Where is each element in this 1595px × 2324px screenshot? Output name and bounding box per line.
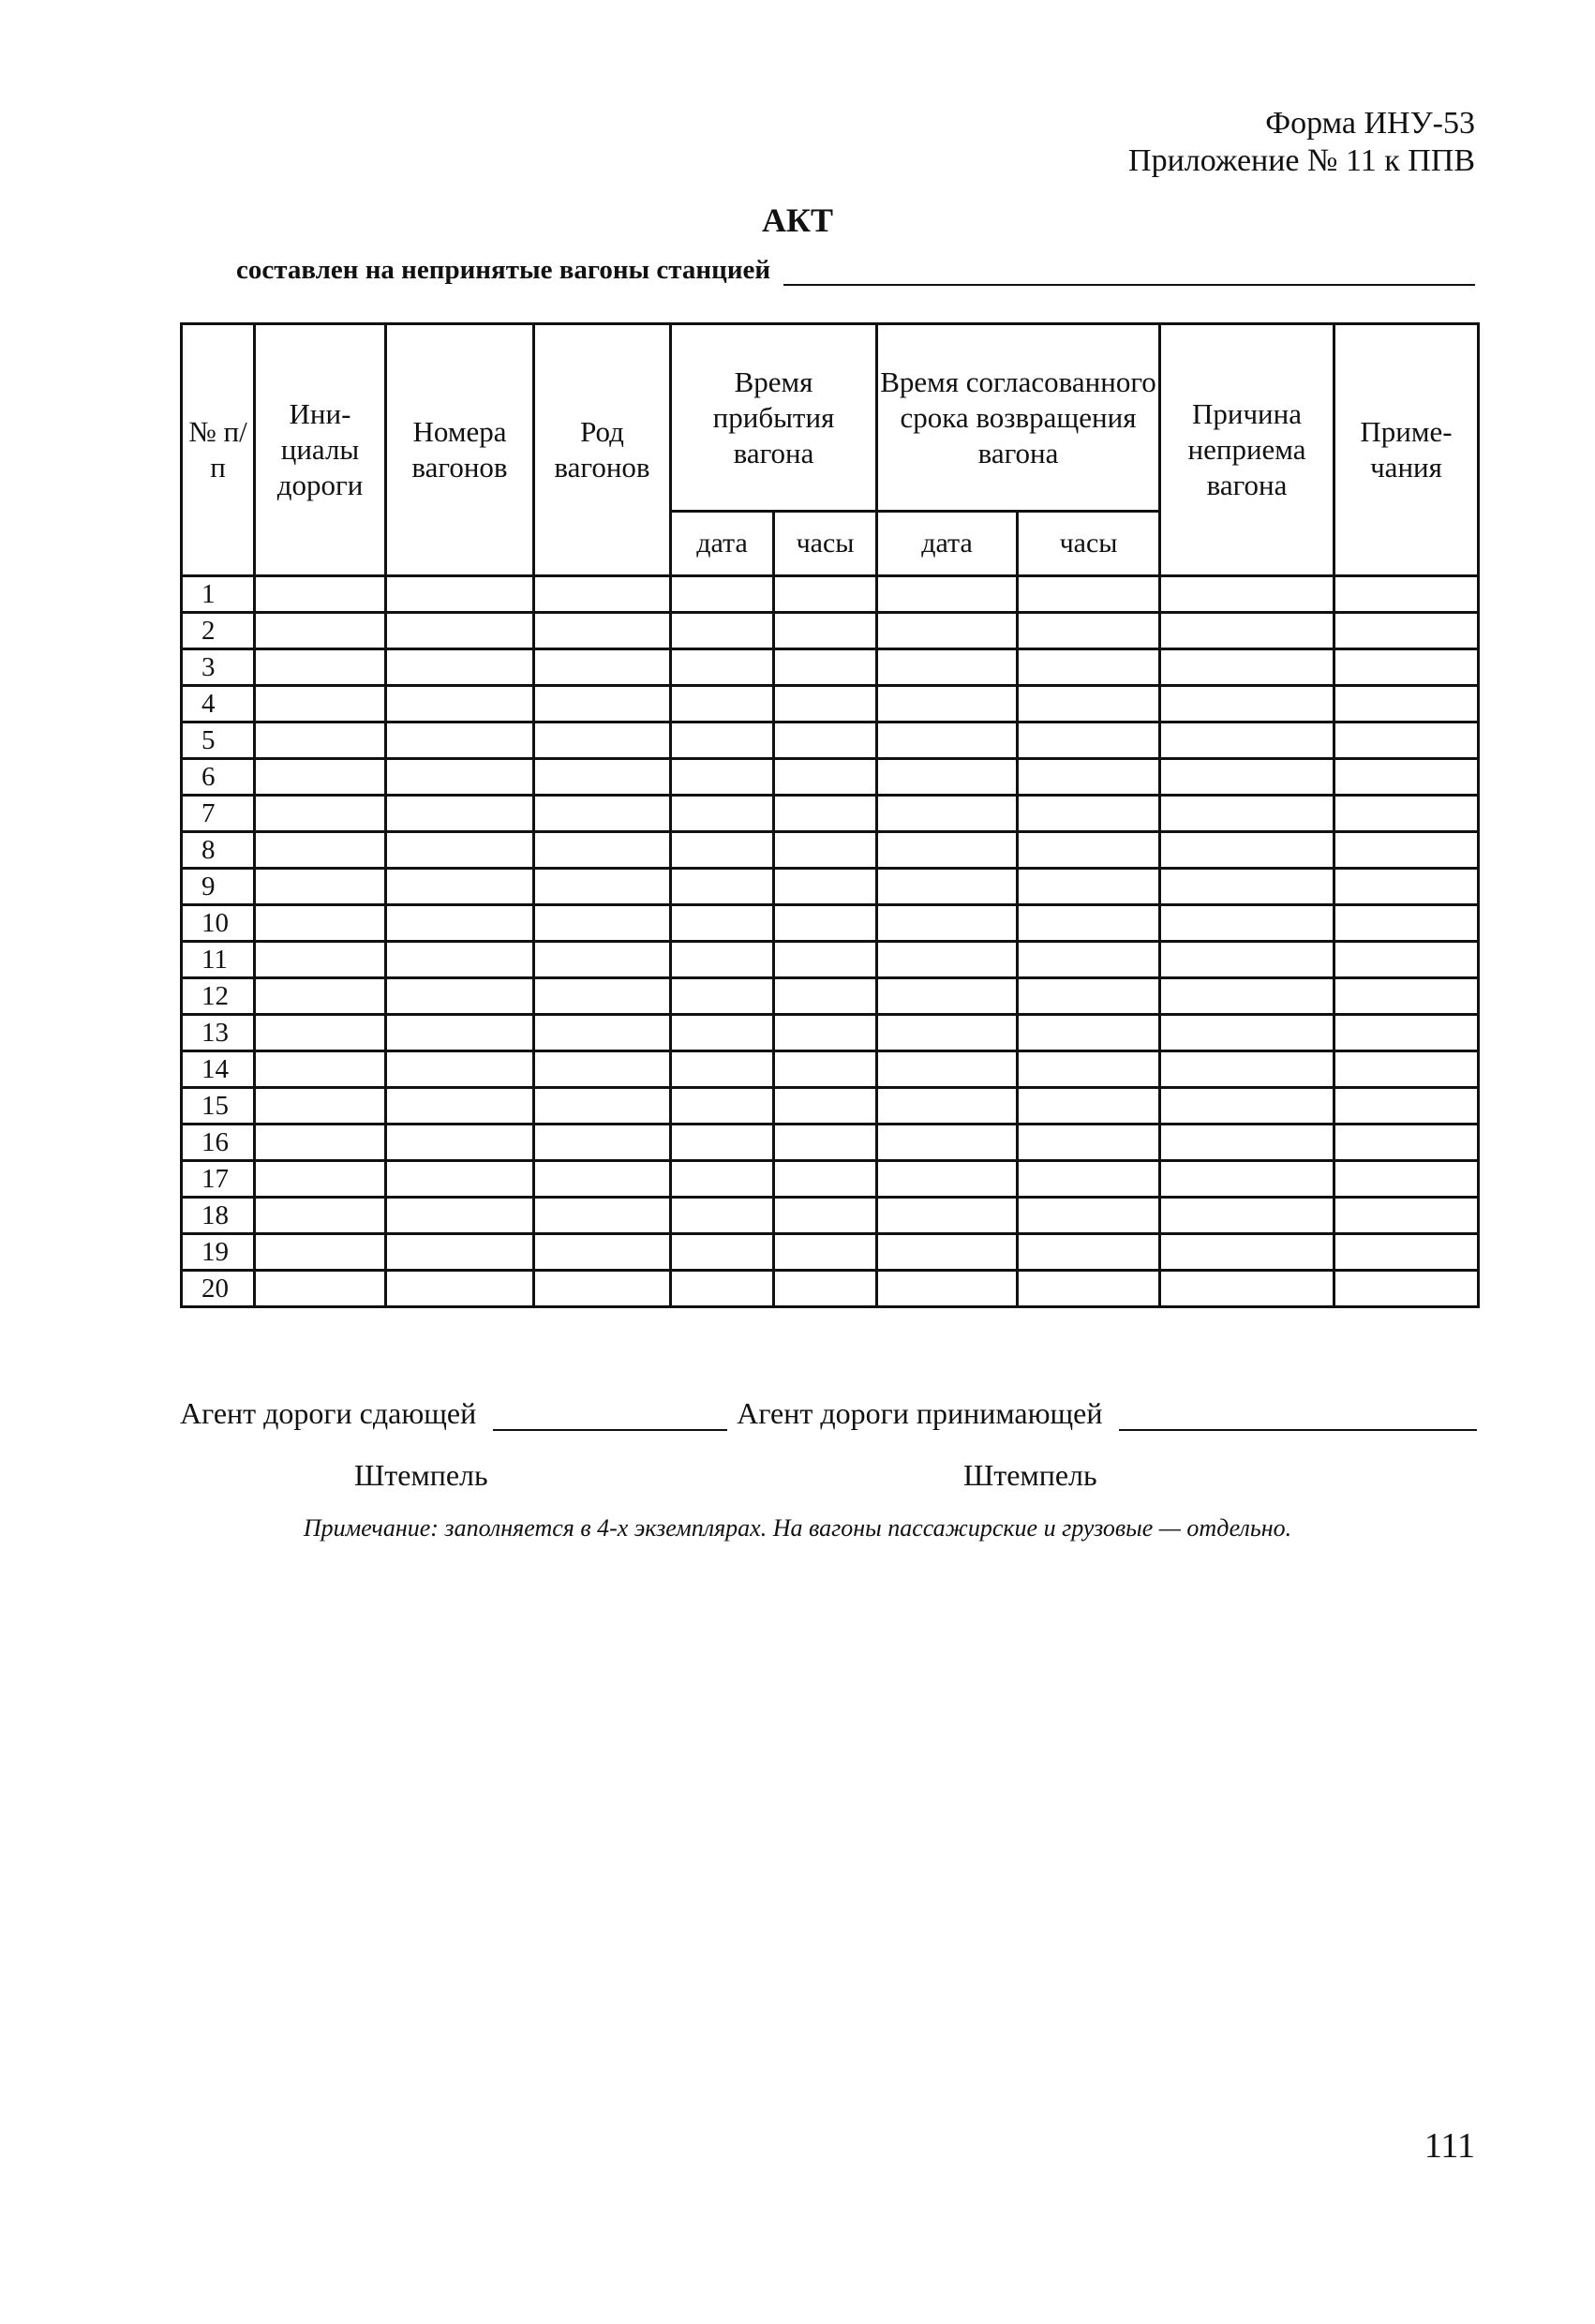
table-cell xyxy=(1160,686,1334,723)
table-cell xyxy=(1334,723,1479,759)
table-cell xyxy=(386,942,534,978)
table-cell xyxy=(1334,1198,1479,1234)
stamp-right: Штемпель xyxy=(963,1458,1097,1492)
table-cell xyxy=(255,576,386,613)
table-cell xyxy=(671,1198,774,1234)
header-arrival-date: дата xyxy=(671,512,774,576)
table-cell xyxy=(255,1198,386,1234)
table-cell xyxy=(774,723,877,759)
table-cell xyxy=(1160,905,1334,942)
table-cell xyxy=(671,1234,774,1271)
table-cell xyxy=(1018,942,1160,978)
row-number: 1 xyxy=(182,576,255,613)
row-number: 9 xyxy=(182,869,255,905)
table-cell xyxy=(1018,1015,1160,1051)
table-cell xyxy=(877,686,1018,723)
table-cell xyxy=(671,978,774,1015)
table-cell xyxy=(386,1088,534,1125)
table-cell xyxy=(774,1198,877,1234)
table-cell xyxy=(1018,759,1160,796)
table-cell xyxy=(671,759,774,796)
table-cell xyxy=(671,1271,774,1307)
table-row xyxy=(182,1198,1479,1234)
header-reason: Причина неприема вагона xyxy=(1160,324,1334,576)
row-number: 3 xyxy=(182,649,255,686)
table-cell xyxy=(671,942,774,978)
header-initials: Ини-циалы дороги xyxy=(255,324,386,576)
table-cell xyxy=(534,1051,671,1088)
table-cell xyxy=(1334,1125,1479,1161)
row-number: 19 xyxy=(182,1234,255,1271)
table-cell xyxy=(1160,1051,1334,1088)
table-cell xyxy=(1160,869,1334,905)
table-cell xyxy=(534,723,671,759)
table-cell xyxy=(1018,686,1160,723)
table-cell xyxy=(877,1088,1018,1125)
table-cell xyxy=(255,1234,386,1271)
table-cell xyxy=(1334,796,1479,832)
table-row xyxy=(182,1015,1479,1051)
row-number: 17 xyxy=(182,1161,255,1198)
table-cell xyxy=(774,649,877,686)
row-number: 7 xyxy=(182,796,255,832)
table-cell xyxy=(1018,723,1160,759)
subtitle-row xyxy=(236,255,1475,286)
table-cell xyxy=(1018,796,1160,832)
table-cell xyxy=(386,759,534,796)
table-cell xyxy=(255,905,386,942)
table-cell xyxy=(386,1198,534,1234)
table-cell xyxy=(255,978,386,1015)
agent-receiving-label: Агент дороги принимающей xyxy=(737,1396,1103,1430)
row-number: 16 xyxy=(182,1125,255,1161)
row-number: 8 xyxy=(182,832,255,869)
table-cell xyxy=(774,978,877,1015)
table-cell xyxy=(255,832,386,869)
table-cell xyxy=(1334,759,1479,796)
table-cell xyxy=(671,1088,774,1125)
table-cell xyxy=(1160,576,1334,613)
row-number: 4 xyxy=(182,686,255,723)
table-cell xyxy=(1334,613,1479,649)
table-cell xyxy=(1334,832,1479,869)
table-cell xyxy=(534,686,671,723)
table-cell xyxy=(1018,649,1160,686)
table-cell xyxy=(386,723,534,759)
table-cell xyxy=(1160,1088,1334,1125)
agent-receiving-line xyxy=(1119,1401,1477,1431)
table-cell xyxy=(671,649,774,686)
table-cell xyxy=(1334,978,1479,1015)
table-cell xyxy=(877,1271,1018,1307)
table-cell xyxy=(1160,723,1334,759)
table-cell xyxy=(774,905,877,942)
table-cell xyxy=(534,576,671,613)
table-cell xyxy=(534,1125,671,1161)
table-cell xyxy=(877,1161,1018,1198)
table-cell xyxy=(386,686,534,723)
table-cell xyxy=(774,1051,877,1088)
table-cell xyxy=(1018,1234,1160,1271)
table-cell xyxy=(1334,1161,1479,1198)
table-row xyxy=(182,576,1479,613)
table-cell xyxy=(534,796,671,832)
table-row xyxy=(182,832,1479,869)
table-cell xyxy=(877,1125,1018,1161)
table-cell xyxy=(671,723,774,759)
appendix-label: Приложение № 11 к ППВ xyxy=(1128,143,1475,178)
row-number: 18 xyxy=(182,1198,255,1234)
table-cell xyxy=(774,832,877,869)
table-cell xyxy=(671,905,774,942)
table-cell xyxy=(1160,1015,1334,1051)
table-cell xyxy=(534,1198,671,1234)
header-num: № п/п xyxy=(182,324,255,576)
table-cell xyxy=(255,723,386,759)
table-cell xyxy=(386,1161,534,1198)
table-row xyxy=(182,613,1479,649)
header-notes: Приме-чания xyxy=(1334,324,1479,576)
header-car-type: Род вагонов xyxy=(534,324,671,576)
table-cell xyxy=(1160,1234,1334,1271)
table-row xyxy=(182,1051,1479,1088)
table-cell xyxy=(255,759,386,796)
table-cell xyxy=(1334,1051,1479,1088)
table-cell xyxy=(386,613,534,649)
table-row xyxy=(182,649,1479,686)
table-cell xyxy=(386,1234,534,1271)
table-cell xyxy=(877,796,1018,832)
table-cell xyxy=(1018,1271,1160,1307)
table-cell xyxy=(255,1271,386,1307)
table-cell xyxy=(1334,649,1479,686)
table-cell xyxy=(386,1015,534,1051)
agent-giving-label: Агент дороги сдающей xyxy=(180,1396,477,1430)
table-row xyxy=(182,686,1479,723)
table-cell xyxy=(1334,869,1479,905)
table-cell xyxy=(877,869,1018,905)
table-cell xyxy=(1334,905,1479,942)
table-cell xyxy=(534,759,671,796)
station-fill-line xyxy=(783,256,1475,286)
stamp-left: Штемпель xyxy=(354,1458,488,1492)
table-body xyxy=(182,576,1479,1307)
table-row xyxy=(182,905,1479,942)
table-cell xyxy=(671,1125,774,1161)
table-cell xyxy=(774,1015,877,1051)
agents-row xyxy=(180,1396,1477,1431)
table-row xyxy=(182,942,1479,978)
table-cell xyxy=(877,1015,1018,1051)
table-cell xyxy=(255,686,386,723)
table-cell xyxy=(1018,1161,1160,1198)
table-cell xyxy=(671,869,774,905)
table-cell xyxy=(671,686,774,723)
table-cell xyxy=(671,832,774,869)
table-cell xyxy=(534,1161,671,1198)
table-cell xyxy=(1018,1088,1160,1125)
table-cell xyxy=(774,576,877,613)
row-number: 15 xyxy=(182,1088,255,1125)
table-cell xyxy=(386,576,534,613)
table-cell xyxy=(386,1051,534,1088)
table-cell xyxy=(774,1125,877,1161)
table-cell xyxy=(1018,1125,1160,1161)
row-number: 5 xyxy=(182,723,255,759)
table-row xyxy=(182,1161,1479,1198)
table-cell xyxy=(255,1051,386,1088)
row-number: 6 xyxy=(182,759,255,796)
table-cell xyxy=(1160,796,1334,832)
table-cell xyxy=(255,796,386,832)
table-cell xyxy=(255,649,386,686)
table-cell xyxy=(774,759,877,796)
table-cell xyxy=(1334,1271,1479,1307)
agent-giving-line xyxy=(493,1401,727,1431)
table-cell xyxy=(1160,1271,1334,1307)
header-return-date: дата xyxy=(877,512,1018,576)
table-cell xyxy=(1018,1198,1160,1234)
header-row-top xyxy=(182,324,1479,512)
row-number: 20 xyxy=(182,1271,255,1307)
table-cell xyxy=(1160,942,1334,978)
subtitle: составлен на непринятые вагоны станцией xyxy=(236,255,771,285)
table-cell xyxy=(386,1271,534,1307)
form-code: Форма ИНУ-53 xyxy=(1265,106,1475,141)
table-row xyxy=(182,1088,1479,1125)
table-cell xyxy=(386,905,534,942)
row-number: 12 xyxy=(182,978,255,1015)
table-cell xyxy=(671,796,774,832)
table-cell xyxy=(534,905,671,942)
table-cell xyxy=(534,613,671,649)
document-title: АКТ xyxy=(761,201,834,239)
table-cell xyxy=(255,869,386,905)
table-cell xyxy=(671,613,774,649)
table-cell xyxy=(671,1161,774,1198)
table-cell xyxy=(877,942,1018,978)
table-cell xyxy=(774,1271,877,1307)
table-cell xyxy=(255,1015,386,1051)
table-cell xyxy=(1160,1198,1334,1234)
header-return-hours: часы xyxy=(1018,512,1160,576)
table-cell xyxy=(877,978,1018,1015)
table-cell xyxy=(534,978,671,1015)
table-cell xyxy=(1160,1125,1334,1161)
table-cell xyxy=(671,1015,774,1051)
table-cell xyxy=(877,1051,1018,1088)
header-car-numbers: Номера вагонов xyxy=(386,324,534,576)
table-cell xyxy=(534,1234,671,1271)
table-cell xyxy=(386,869,534,905)
table-cell xyxy=(1334,1015,1479,1051)
table-row xyxy=(182,723,1479,759)
table-cell xyxy=(534,1088,671,1125)
table-row xyxy=(182,1234,1479,1271)
table-cell xyxy=(255,1161,386,1198)
table-cell xyxy=(255,613,386,649)
table-cell xyxy=(671,1051,774,1088)
table-row xyxy=(182,1271,1479,1307)
table-cell xyxy=(386,1125,534,1161)
table-cell xyxy=(1018,613,1160,649)
table-cell xyxy=(1160,1161,1334,1198)
table-cell xyxy=(1160,649,1334,686)
table-cell xyxy=(1018,905,1160,942)
table-cell xyxy=(877,759,1018,796)
form-identifier xyxy=(1128,105,1475,180)
table-cell xyxy=(774,1234,877,1271)
table-cell xyxy=(534,869,671,905)
table-cell xyxy=(386,978,534,1015)
table-cell xyxy=(877,723,1018,759)
table-cell xyxy=(774,686,877,723)
table-cell xyxy=(774,942,877,978)
table-cell xyxy=(386,832,534,869)
table-cell xyxy=(1334,1234,1479,1271)
table-cell xyxy=(774,796,877,832)
table-row xyxy=(182,869,1479,905)
table-row xyxy=(182,759,1479,796)
page-number: 111 xyxy=(1424,2126,1475,2166)
table-cell xyxy=(877,613,1018,649)
table-cell xyxy=(1018,832,1160,869)
table-cell xyxy=(1334,686,1479,723)
table-cell xyxy=(1018,869,1160,905)
row-number: 14 xyxy=(182,1051,255,1088)
table-cell xyxy=(774,1161,877,1198)
table-cell xyxy=(1334,576,1479,613)
row-number: 13 xyxy=(182,1015,255,1051)
table-cell xyxy=(255,1125,386,1161)
footnote: Примечание: заполняется в 4-х экземплярах. На вагоны пассажирские и грузовые — отдельно. xyxy=(303,1514,1292,1542)
table-cell xyxy=(534,1271,671,1307)
table-cell xyxy=(1160,613,1334,649)
table-cell xyxy=(534,832,671,869)
table-cell xyxy=(877,1234,1018,1271)
table-row xyxy=(182,1125,1479,1161)
table-cell xyxy=(1160,759,1334,796)
table-cell xyxy=(534,649,671,686)
row-number: 2 xyxy=(182,613,255,649)
table-cell xyxy=(877,576,1018,613)
act-table xyxy=(180,322,1480,1308)
table-cell xyxy=(1018,978,1160,1015)
table-cell xyxy=(534,942,671,978)
table-cell xyxy=(774,1088,877,1125)
header-arrival-hours: часы xyxy=(774,512,877,576)
table-cell xyxy=(877,905,1018,942)
table-cell xyxy=(1018,1051,1160,1088)
table-cell xyxy=(774,613,877,649)
table-cell xyxy=(877,1198,1018,1234)
table-cell xyxy=(255,1088,386,1125)
table-cell xyxy=(255,942,386,978)
table-cell xyxy=(877,649,1018,686)
row-number: 11 xyxy=(182,942,255,978)
header-arrival-time: Время прибытия вагона xyxy=(671,324,877,512)
table-row xyxy=(182,796,1479,832)
table-cell xyxy=(1018,576,1160,613)
table-cell xyxy=(877,832,1018,869)
table-cell xyxy=(671,576,774,613)
table-cell xyxy=(534,1015,671,1051)
table-cell xyxy=(386,796,534,832)
table-row xyxy=(182,978,1479,1015)
row-number: 10 xyxy=(182,905,255,942)
table-cell xyxy=(1334,942,1479,978)
header-return-time: Время согласованного срока возвращения вагона xyxy=(877,324,1160,512)
table-cell xyxy=(386,649,534,686)
table-cell xyxy=(1334,1088,1479,1125)
table-cell xyxy=(774,869,877,905)
table-cell xyxy=(1160,978,1334,1015)
table-cell xyxy=(1160,832,1334,869)
